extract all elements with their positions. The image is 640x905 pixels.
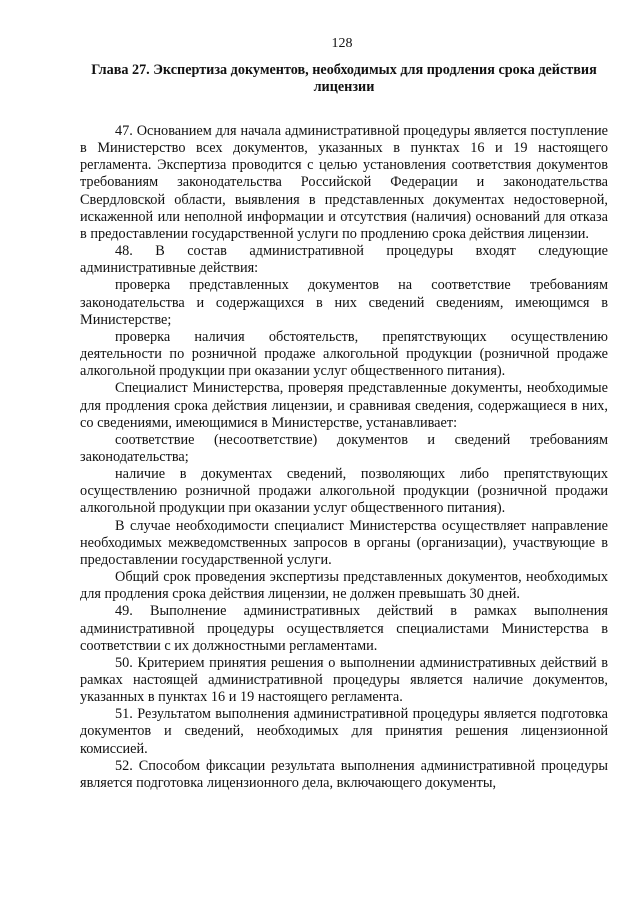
list-item-information: наличие в документах сведений, позволяющих либо препятствующих осуществлению розничной продажи алкогольной продукции (розничной продажи алкогольной продукции при оказании услуг общественного питания). [80, 466, 608, 517]
paragraph-review-period: Общий срок проведения экспертизы представленных документов, необходимых для продления срока действия лицензии, не должен превышать 30 дней. [80, 569, 608, 603]
paragraph-52: 52. Способом фиксации результата выполнения административной процедуры является подготовка лицензионного дела, включающего документы, [80, 757, 608, 791]
paragraph-49: 49. Выполнение административных действий в рамках выполнения административной процедуры осуществляется специалистами Министерства в соответствии с их должностными регламентами. [80, 603, 608, 654]
body-text [80, 123, 608, 792]
list-item-circumstances-check: проверка наличия обстоятельств, препятствующих осуществлению деятельности по розничной продаже алкогольной продукции (розничной продаже алкогольной продукции при оказании услуг общественного питания). [80, 328, 608, 380]
paragraph-48: 48. В состав административной процедуры входят следующие административные действия: [80, 243, 608, 277]
list-item-compliance: соответствие (несоответствие) документов и сведений требованиям законодательства; [80, 431, 608, 465]
paragraph-51: 51. Результатом выполнения административной процедуры является подготовка документов и сведений, необходимых для принятия решения лицензионной комиссией. [80, 706, 608, 757]
paragraph-47: 47. Основанием для начала административной процедуры является поступление в Министерство всех документов, указанных в пунктах 16 и 19 настоящего регламента. Экспертиза проводится с целью установления соответствия документов требованиям законодательства Российской Федерации и законодательства Свердловской области, выявления в представленных документах недостоверной, искаженной или неполной информации и отсутствия (наличия) оснований для отказа в предоставлении государственной услуги по продлению срока действия лицензии. [80, 123, 608, 242]
paragraph-specialist: Специалист Министерства, проверяя представленные документы, необходимые для продления срока действия лицензии, и сравнивая сведения, содержащиеся в них, со сведениями, имеющимися в Министерстве, устанавливает: [80, 380, 608, 431]
paragraph-50: 50. Критерием принятия решения о выполнении административных действий в рамках настоящей административной процедуры является наличие документов, указанных в пунктах 16 и 19 настоящего регламента. [80, 654, 608, 706]
list-item-document-check: проверка представленных документов на соответствие требованиям законодательства и содержащихся в них сведений сведениям, имеющимся в Министерстве; [80, 277, 608, 328]
page-number: 128 [331, 36, 353, 51]
paragraph-interagency-requests: В случае необходимости специалист Министерства осуществляет направление необходимых межведомственных запросов в органы (организации), участвующие в предоставлении государственной услуги. [80, 517, 608, 568]
chapter-title: Глава 27. Экспертиза документов, необходимых для продления срока действия лицензии [91, 62, 597, 95]
